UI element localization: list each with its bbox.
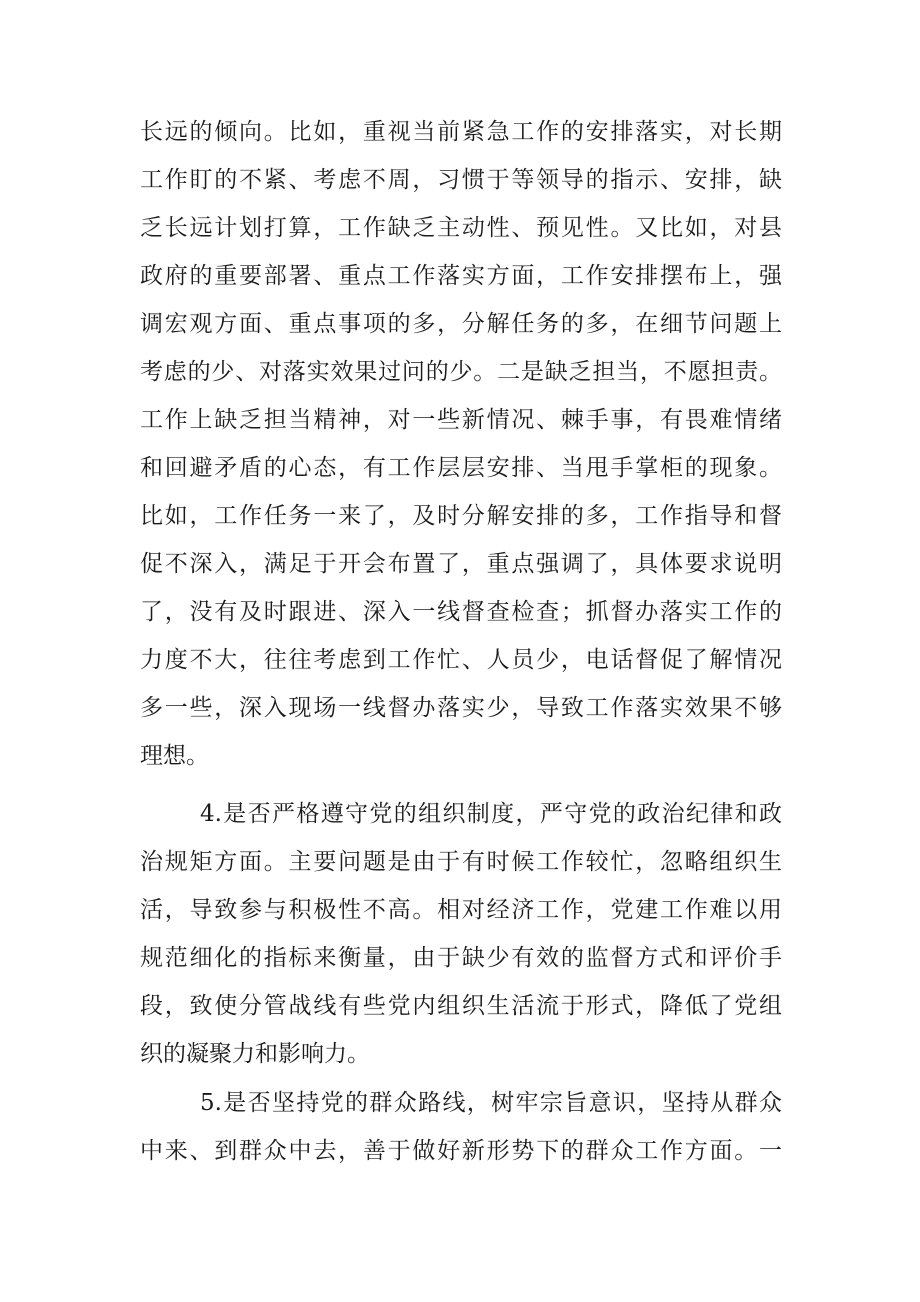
- text-line: 理想。: [140, 743, 209, 769]
- text-line: 长远的倾向。比如，重视当前紧急工作的安排落实，对长期: [140, 119, 782, 145]
- text-line: 活，导致参与积极性不高。相对经济工作，党建工作难以用: [140, 897, 782, 923]
- text-line: 力度不大，往往考虑到工作忙、人员少，电话督促了解情况: [140, 647, 782, 673]
- text-line: 调宏观方面、重点事项的多，分解任务的多，在细节问题上: [140, 311, 782, 337]
- text-line: 比如，工作任务一来了，及时分解安排的多，工作指导和督: [140, 503, 782, 529]
- text-line: 中来、到群众中去，善于做好新形势下的群众工作方面。一: [140, 1138, 782, 1164]
- text-line: 和回避矛盾的心态，有工作层层安排、当甩手掌柜的现象。: [140, 455, 782, 481]
- text-line: 工作盯的不紧、考虑不周，习惯于等领导的指示、安排，缺: [140, 167, 782, 193]
- text-line: 规范细化的指标来衡量，由于缺少有效的监督方式和评价手: [140, 945, 782, 971]
- text-line: 治规矩方面。主要问题是由于有时候工作较忙，忽略组织生: [140, 849, 782, 875]
- text-line: 多一些，深入现场一线督办落实少，导致工作落实效果不够: [140, 695, 782, 721]
- text-line: 工作上缺乏担当精神，对一些新情况、棘手事，有畏难情绪: [140, 407, 782, 433]
- text-line: 促不深入，满足于开会布置了，重点强调了，具体要求说明: [140, 551, 782, 577]
- text-line: 织的凝聚力和影响力。: [140, 1041, 370, 1067]
- text-line: 了，没有及时跟进、深入一线督查检查；抓督办落实工作的: [140, 599, 782, 625]
- text-line: 段，致使分管战线有些党内组织生活流于形式，降低了党组: [140, 993, 782, 1019]
- paragraph-5-heading-line: 5.是否坚持党的群众路线，树牢宗旨意识，坚持从群众: [200, 1090, 782, 1116]
- paragraph-4-heading-line: 4.是否严格遵守党的组织制度，严守党的政治纪律和政: [200, 801, 782, 827]
- text-line: 考虑的少、对落实效果过问的少。二是缺乏担当，不愿担责。: [140, 359, 782, 385]
- text-line: 乏长远计划打算，工作缺乏主动性、预见性。又比如，对县: [140, 215, 782, 241]
- text-line: 政府的重要部署、重点工作落实方面，工作安排摆布上，强: [140, 263, 782, 289]
